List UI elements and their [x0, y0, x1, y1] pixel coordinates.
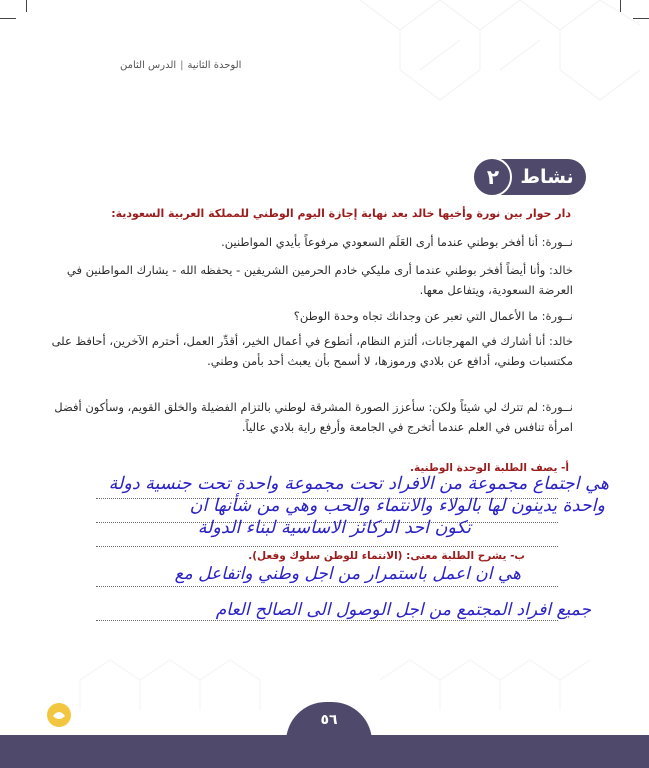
- speaker: نــورة:: [541, 400, 573, 414]
- question-a-label: أ- يصف الطلبة الوحدة الوطنية.: [410, 462, 569, 474]
- dialogue-line: [43, 260, 573, 300]
- page-number: ٥٦: [320, 712, 338, 728]
- question-b-label: ب- يشرح الطلبة معنى: (الانتماء للوطن سلوك وفعل).: [248, 550, 525, 562]
- handwritten-answer-a1: هي اجتماع مجموعة من الافراد تحت مجموعة واحدة تحت جنسية دولة: [108, 474, 609, 494]
- crop-mark: [0, 18, 16, 19]
- unit-title: الوحدة الثانية: [187, 60, 242, 71]
- crop-mark: [620, 0, 621, 12]
- handwritten-answer-a3: تكون احد الركائز الاساسية لبناء الدولة: [197, 518, 471, 538]
- activity-label: نشاط: [520, 166, 574, 188]
- lesson-title: الدرس الثامن: [120, 60, 177, 71]
- dialogue-line: [43, 306, 573, 326]
- dialogue-text: وأنا أيضاً أفخر بوطني عندما أرى مليكي خادم الحرمين الشريفين - يحفظه الله - يشارك المواطنين في العرضة السعودية، ويتفاعل معها.: [66, 263, 573, 297]
- handwritten-answer-b1: هي ان اعمل باستمرار من اجل وطني واتفاعل مع: [174, 564, 521, 584]
- dialogue-text: أنا أفخر بوطني عندما أرى العَلَم السعودي مرفوعاً بأيدي المواطنين.: [221, 235, 538, 249]
- header-separator: |: [180, 60, 184, 71]
- publisher-logo-icon: [46, 702, 72, 728]
- page-header: [120, 60, 241, 71]
- answer-line: [96, 620, 558, 621]
- dialogue-text: أنا أشارك في المهرجانات، ألتزم النظام، أتطوع في أعمال الخير، أقدِّر العمل، أحترم الآخرين، أحافظ على مكتسبات وطني، أدافع عن بلادي ورموزها، لا أسمح بأن يعبث أحد بأمن وطني.: [51, 334, 573, 368]
- crop-mark: [633, 18, 649, 19]
- dialogue-text: لم تترك لي شيئاً ولكن: سأعزز الصورة المشرقة لوطني بالتزام الفضيلة والخلق القويم، وسأكون أفضل امرأة تنافس في العلم عندما أتخرج في الجامعة وأرفع راية بلادي عالياً.: [54, 400, 573, 434]
- speaker: نــورة:: [541, 235, 573, 249]
- speaker: خالد:: [548, 334, 573, 348]
- dialogue-line: [43, 331, 573, 371]
- activity-number: ٢: [486, 165, 500, 189]
- speaker: خالد:: [548, 263, 573, 277]
- activity-intro: دار حوار بين نورة وأخيها خالد بعد نهاية إجازة اليوم الوطني للمملكة العربية السعودية:: [111, 207, 571, 220]
- footer-bar: [0, 735, 649, 768]
- dialogue-line: [43, 232, 573, 252]
- speaker: نــورة:: [541, 309, 573, 323]
- handwritten-answer-a2: واحدة يدينون لها بالولاء والانتماء والحب وهي من شأنها ان: [189, 496, 605, 516]
- dialogue-line: [43, 397, 573, 437]
- dialogue-text: ما الأعمال التي تعبر عن وجدانك تجاه وحدة الوطن؟: [293, 309, 538, 323]
- crop-mark: [26, 0, 27, 12]
- answer-line: [96, 546, 558, 547]
- handwritten-answer-b2: جميع افراد المجتمع من اجل الوصول الى الصالح العام: [215, 600, 591, 620]
- answer-line: [96, 586, 558, 587]
